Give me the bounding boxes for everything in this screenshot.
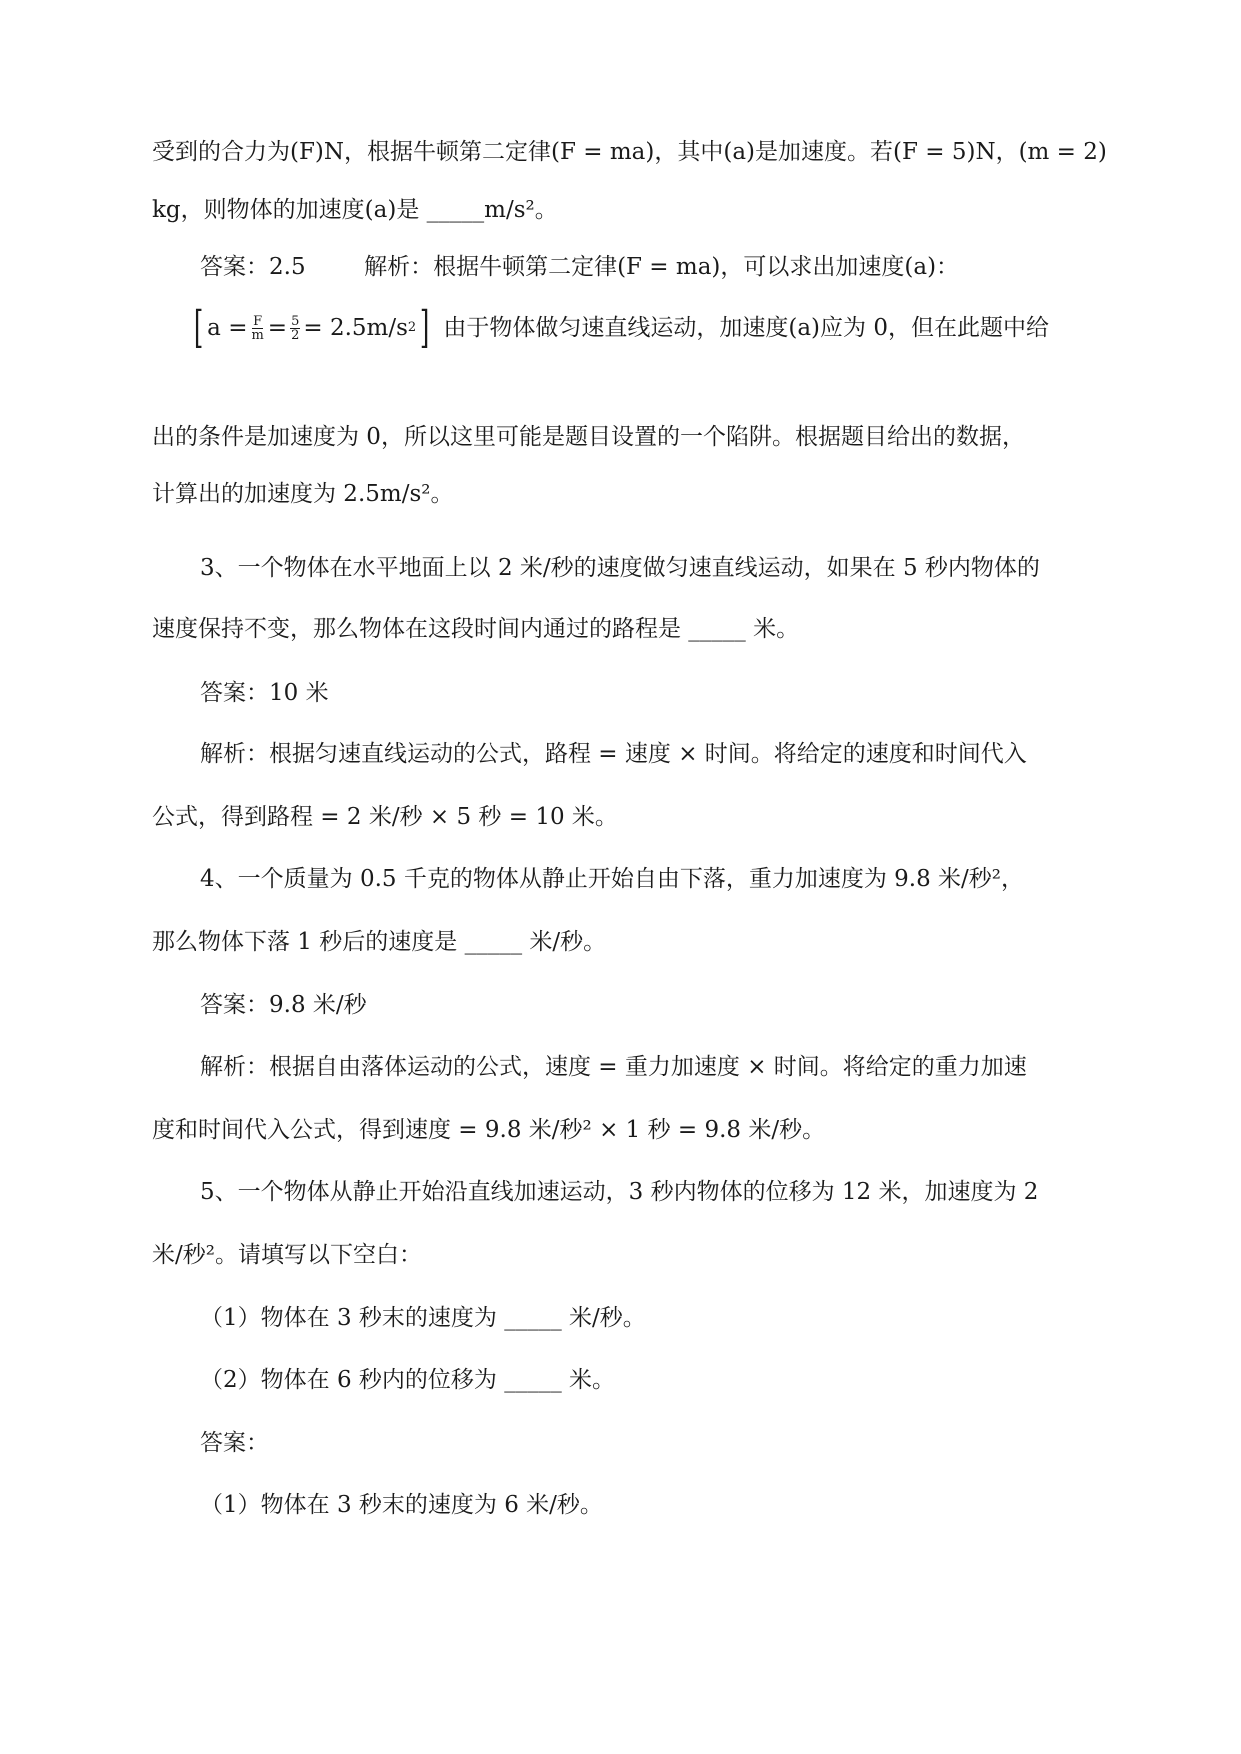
text-line: 计算出的加速度为 2.5m/s²。 (152, 481, 454, 507)
blank-item: （2）物体在 6 秒内的位移为 _____ 米。 (200, 1367, 616, 1393)
answer-line: 答案：9.8 米/秒 (200, 992, 367, 1018)
fraction-numerator: F (253, 313, 263, 329)
fraction-numerator: 5 (291, 313, 300, 329)
right-bracket: ] (420, 302, 430, 353)
text-line: 公式，得到路程 = 2 米/秒 × 5 秒 = 10 米。 (152, 804, 618, 830)
answer-item: （1）物体在 3 秒末的速度为 6 米/秒。 (200, 1492, 603, 1518)
formula-exponent: 2 (407, 320, 417, 335)
answer-line: 答案： (200, 1430, 269, 1456)
text-line: 由于物体做匀速直线运动，加速度(a)应为 0，但在此题中给 (443, 315, 1049, 341)
answer-line: 答案：2.5 解析：根据牛顿第二定律(F = ma)，可以求出加速度(a)： (200, 254, 960, 280)
text-line: kg，则物体的加速度(a)是 _____m/s²。 (152, 197, 558, 223)
blank-item: （1）物体在 3 秒末的速度为 _____ 米/秒。 (200, 1305, 646, 1331)
answer-line: 答案：10 米 (200, 680, 329, 706)
fraction-denominator: 2 (291, 327, 300, 343)
left-bracket: [ (193, 302, 204, 353)
text-line: 米/秒²。请填写以下空白： (152, 1242, 422, 1268)
formula-rhs: = 2.5m/s (303, 315, 408, 341)
text-line: 那么物体下落 1 秒后的速度是 _____ 米/秒。 (152, 929, 607, 955)
formula-equals: = (267, 315, 288, 341)
explanation-line: 解析：根据自由落体运动的公式，速度 = 重力加速度 × 时间。将给定的重力加速 (200, 1054, 1027, 1080)
formula-lhs: a = (207, 315, 248, 341)
text-line: 出的条件是加速度为 0，所以这里可能是题目设置的一个陷阱。根据题目给出的数据， (152, 424, 1025, 450)
fraction-denominator: m (251, 327, 264, 343)
text-line: 速度保持不变，那么物体在这段时间内通过的路程是 _____ 米。 (152, 616, 800, 642)
fraction-5-over-2 (290, 315, 300, 342)
question-line: 3、一个物体在水平地面上以 2 米/秒的速度做匀速直线运动，如果在 5 秒内物体的 (200, 555, 1040, 581)
text-line: 受到的合力为(F)N，根据牛顿第二定律(F = ma)，其中(a)是加速度。若(F = 5)N，(m = 2) (152, 139, 1107, 165)
question-line: 5、一个物体从静止开始沿直线加速运动，3 秒内物体的位移为 12 米，加速度为 2 (200, 1179, 1039, 1205)
formula-line (190, 302, 1049, 353)
question-line: 4、一个质量为 0.5 千克的物体从静止开始自由下落，重力加速度为 9.8 米/秒²， (200, 866, 1025, 892)
explanation-line: 解析：根据匀速直线运动的公式，路程 = 速度 × 时间。将给定的速度和时间代入 (200, 741, 1027, 767)
fraction-f-over-m (250, 315, 264, 342)
text-line: 度和时间代入公式，得到速度 = 9.8 米/秒² × 1 秒 = 9.8 米/秒。 (152, 1117, 826, 1143)
